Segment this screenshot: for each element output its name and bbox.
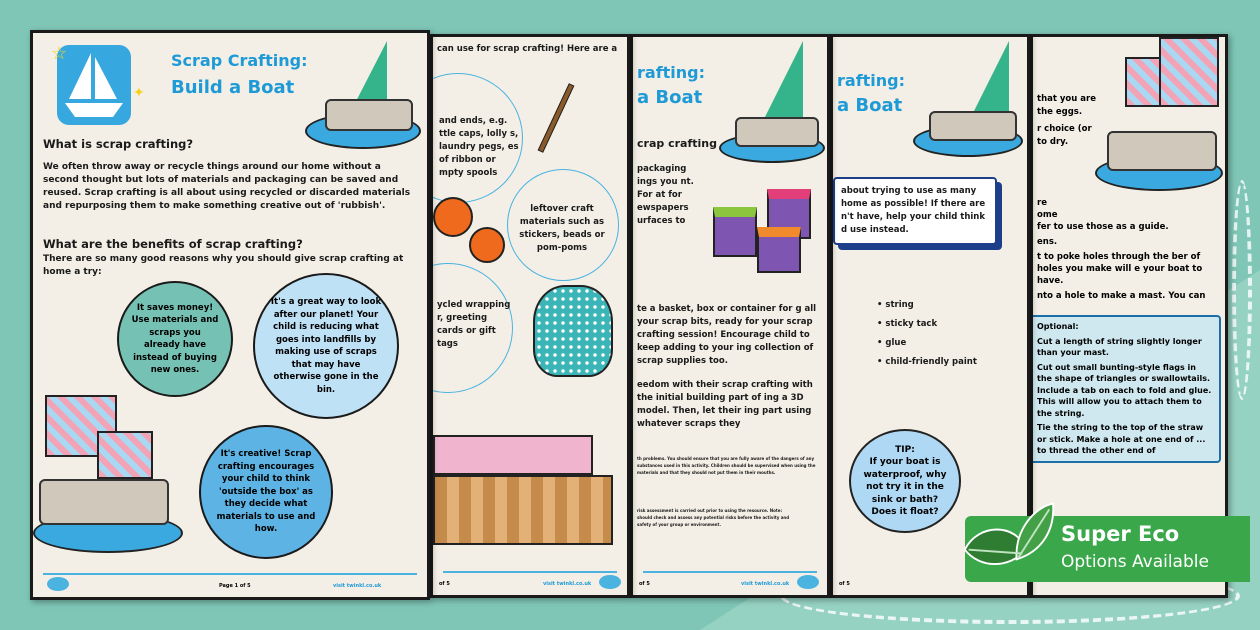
page-title-line2: a Boat	[837, 95, 903, 116]
footer-page-number: of 5	[439, 581, 450, 587]
optional-heading: Optional:	[1037, 322, 1079, 331]
list-item: • glue	[877, 338, 907, 348]
footer-url: visit twinkl.co.uk	[333, 583, 382, 589]
benefit-bubble-money: It saves money! Use materials and scraps you already have instead of buying new ones.	[117, 281, 233, 397]
safety-text: th problems. You should ensure that you are fully aware of the dangers of any substances used in this activity. Children should be supervised when using the materials and that they should not put them in their mouths.	[637, 456, 816, 475]
intro-paragraph: We often throw away or recycle things around our home without a second thought but lots of materials and packaging can be saved and reused. Scrap crafting is all about using recycled or discarded materials and repurposing them to make something creative out of 'rubbish'.	[43, 162, 411, 211]
heading-what-is: What is scrap crafting?	[43, 137, 194, 151]
clothes-peg-icon	[538, 83, 575, 153]
pom-pom-icon	[433, 197, 473, 237]
page-footer	[443, 571, 617, 573]
page-footer	[43, 573, 417, 575]
page-title-line1: Scrap Crafting:	[171, 51, 308, 70]
twinkl-logo	[599, 575, 621, 589]
tip-text: If your boat is waterproof, why not try it in the sink or bath? Does it float?	[863, 457, 947, 517]
section-heading: crap crafting	[637, 137, 717, 150]
footer-page-number: of 5	[639, 581, 650, 587]
super-eco-badge	[965, 516, 1250, 582]
optional-step: Cut out small bunting-style flags in the shape of triangles or swallowtails. Include a tab on each to fold and glue. This will allow you to attach them to the string.	[1037, 362, 1212, 418]
packaging-text: packaging ings you nt. For at for ewspapers urfaces to	[637, 164, 694, 226]
heading-benefits: What are the benefits of scrap crafting?	[43, 237, 303, 251]
benefit-bubble-planet: It's a great way to look after our planet! Your child is reducing what goes into landfills by making use of scraps that may have otherwise gone in the bin.	[253, 273, 399, 419]
risk-text: risk assessment is carried out prior to using the resource. Note: should check and assess any potential risks before the activity and safety of your group or environment.	[637, 508, 790, 527]
instructions-middle	[1037, 197, 1221, 302]
star-icon: ☆	[51, 43, 68, 64]
page-footer	[643, 571, 817, 573]
instruction-line: r choice (or	[1037, 124, 1092, 134]
page-title-line1: rafting:	[637, 63, 706, 82]
craft-basket-illustration	[433, 435, 613, 545]
badge-subtitle: Options Available	[1061, 552, 1209, 572]
worksheet-page-5	[1030, 34, 1228, 598]
instruction-line: t to poke holes through the ber of holes you make will e your boat to have.	[1037, 252, 1203, 286]
tip-label: TIP:	[895, 444, 915, 455]
instruction-line: ens.	[1037, 237, 1058, 247]
twinkl-logo	[797, 575, 819, 589]
instruction-line: nto a hole to make a mast. You can	[1037, 291, 1206, 301]
footer-page-number: of 5	[839, 581, 850, 587]
list-item: • string	[877, 300, 914, 310]
footer-url: visit twinkl.co.uk	[543, 581, 592, 587]
list-item: • sticky tack	[877, 319, 938, 329]
pom-pom-icon	[469, 227, 505, 263]
fabric-bag-illustration	[533, 285, 613, 377]
benefits-intro: There are so many good reasons why you should give scrap crafting at home a try:	[43, 254, 404, 277]
supply-text-wrapping: ycled wrapping r, greeting cards or gift tags	[437, 300, 511, 349]
page-title-line1: rafting:	[837, 71, 906, 90]
worksheet-page-3	[630, 34, 830, 598]
worksheet-page-2	[430, 34, 630, 598]
materials-list	[877, 299, 977, 369]
optional-step: Cut a length of string slightly longer than your mast.	[1037, 336, 1202, 357]
star-icon: ✦	[133, 85, 145, 101]
twinkl-logo	[47, 577, 69, 591]
page-title-line2: a Boat	[637, 87, 703, 108]
footer-page-number: Page 1 of 5	[219, 583, 251, 589]
tip-box: about trying to use as many home as possible! If there are n't have, help your child think d use instead.	[833, 177, 997, 245]
basket-text: te a basket, box or container for g all your scrap bits, ready for your scrap crafting session! Encourage child to keep adding to your ing collection of scrap supplies too.	[637, 304, 817, 366]
instruction-line: that you are	[1037, 94, 1096, 104]
optional-box	[1033, 315, 1221, 463]
supply-text-craft: leftover craft materials such as stickers, beads or pom-poms	[519, 204, 605, 253]
badge-title: Super Eco	[1061, 522, 1180, 546]
optional-step: Tie the string to the top of the straw or stick. Make a hole at one end of ... to thread the other end of	[1037, 423, 1206, 455]
worksheet-page-1	[30, 30, 430, 600]
page2-intro: can use for scrap crafting! Here are a	[437, 44, 618, 54]
instruction-line: re	[1037, 198, 1047, 208]
dashed-swirl-decoration	[1232, 180, 1252, 400]
tip-bubble	[849, 429, 961, 533]
list-item: • child-friendly paint	[877, 357, 977, 367]
supply-text-bits: and ends, e.g. ttle caps, lolly s, laundry pegs, es of ribbon or mpty spools	[439, 116, 519, 178]
freedom-text: eedom with their scrap crafting with the initial building part of ing a 3D model. Then, let their ing part using whatever scraps they	[637, 380, 813, 429]
instruction-line: ome	[1037, 210, 1058, 220]
instructions-top	[1037, 93, 1107, 149]
benefit-bubble-creative: It's creative! Scrap crafting encourages your child to think 'outside the box' as they decide what materials to use and how.	[199, 425, 333, 559]
instruction-line: the eggs.	[1037, 107, 1083, 117]
instruction-line: to dry.	[1037, 137, 1069, 147]
leaves-icon	[959, 500, 1055, 588]
footer-url: visit twinkl.co.uk	[741, 581, 790, 587]
instruction-line: fer to use those as a guide.	[1037, 222, 1169, 232]
page-title-line2: Build a Boat	[171, 77, 295, 98]
